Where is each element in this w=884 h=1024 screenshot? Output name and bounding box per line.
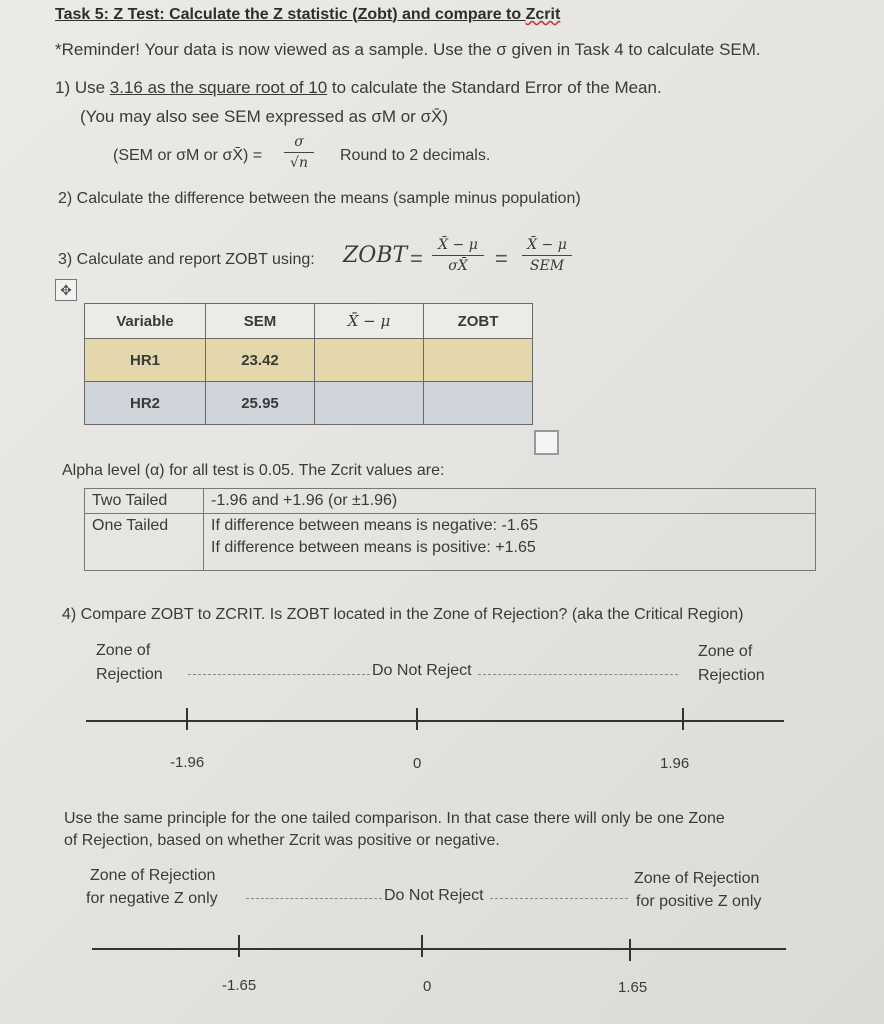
title-prefix: Task 5: Z Test: Calculate the Z statistic (: [55, 6, 358, 23]
onetailed-text-2: of Rejection, based on whether Zcrit was positive or negative.: [64, 832, 500, 849]
tick-label-mid: 0: [423, 978, 432, 995]
tick-mark: [186, 708, 188, 730]
two-tailed-value: -1.96 and +1.96 (or ±1.96): [204, 489, 816, 514]
fraction-bar: [432, 255, 484, 256]
cell-zobt-input[interactable]: [424, 382, 533, 425]
header-zobt: ZOBT: [424, 304, 533, 339]
cell-zobt-input[interactable]: [424, 339, 533, 382]
table-move-handle-icon[interactable]: ✥: [55, 279, 77, 301]
header-variable: Variable: [85, 304, 206, 339]
tick-mark: [421, 935, 423, 957]
negative-zone-line1: Zone of Rejection: [90, 867, 216, 884]
title-zobt: Zobt: [357, 6, 393, 23]
reminder-text: *Reminder! Your data is now viewed as a sample. Use the σ given in Task 4 to calculate SEM.: [55, 40, 761, 59]
cell-sem: 25.95: [206, 382, 315, 425]
do-not-reject-label: Do Not Reject: [372, 662, 472, 679]
cell-variable: HR2: [85, 382, 206, 425]
header-diff: X̄ − μ: [315, 304, 424, 339]
tick-label-mid: 0: [413, 755, 422, 772]
tick-mark: [238, 935, 240, 957]
checkbox[interactable]: [534, 430, 559, 455]
zcrit-table: [84, 488, 816, 571]
onetailed-text-1: Use the same principle for the one tailed comparison. In that case there will only be one Zone: [64, 810, 725, 827]
tick-mark: [416, 708, 418, 730]
sem-formula-num: σ: [294, 134, 304, 150]
title-mid: ) and compare to: [392, 6, 526, 23]
cell-diff-input[interactable]: [315, 339, 424, 382]
one-tailed-label: One Tailed: [85, 514, 204, 571]
equals-sign-2: =: [495, 246, 508, 271]
header-sem: SEM: [206, 304, 315, 339]
step1-link: 3.16 as the square root of 10: [109, 78, 328, 97]
table-row: [85, 339, 533, 382]
fraction-bar: [522, 255, 572, 256]
step2-text: 2) Calculate the difference between the means (sample minus population): [58, 190, 581, 207]
step1-suffix: to calculate the Standard Error of the Mean.: [327, 78, 662, 97]
tick-mark: [682, 708, 684, 730]
zobt-fraction-1: [432, 237, 484, 274]
round-note: Round to 2 decimals.: [340, 147, 491, 164]
step3-label: 3) Calculate and report ZOBT using:: [58, 251, 315, 268]
tick-label-left: -1.65: [222, 977, 257, 994]
do-not-reject-label: Do Not Reject: [384, 887, 484, 904]
right-zone-line2: Rejection: [698, 667, 765, 684]
one-tailed-value: [204, 514, 816, 571]
dashed-line: [188, 674, 370, 675]
negative-zone-label: [86, 864, 218, 910]
positive-zone-line2: for positive Z only: [636, 893, 762, 910]
dashed-line: [246, 898, 382, 899]
tick-mark: [629, 939, 631, 961]
two-tailed-label: Two Tailed: [85, 489, 204, 514]
cell-sem: 23.42: [206, 339, 315, 382]
alpha-text: Alpha level (α) for all test is 0.05. The Zcrit values are:: [62, 462, 445, 479]
dashed-line: [490, 898, 628, 899]
sem-formula-fraction: [284, 134, 314, 171]
left-zone-line2: Rejection: [96, 666, 163, 683]
left-zone-label: [96, 639, 163, 687]
positive-zone-label: [634, 867, 761, 913]
step1-prefix: 1) Use: [55, 78, 110, 97]
title-zcrit: Zcrit: [525, 6, 561, 23]
page-title: [55, 6, 560, 24]
cell-diff-input[interactable]: [315, 382, 424, 425]
equals-sign-1: =: [410, 246, 423, 271]
table-row: [85, 514, 816, 571]
one-tailed-negative: If difference between means is negative: -1.65: [211, 517, 539, 534]
fraction2-den: SEM: [529, 258, 565, 274]
step1-text: [55, 78, 662, 98]
negative-zone-line2: for negative Z only: [86, 890, 218, 907]
z-obt-symbol: ZOBT: [343, 243, 408, 268]
table-row: [85, 489, 816, 514]
fraction2-num: X̄ − μ: [527, 237, 567, 253]
left-zone-line1: Zone of: [96, 642, 151, 659]
fraction1-num: X̄ − μ: [438, 237, 478, 253]
step1-note: (You may also see SEM expressed as σM or σX̄): [80, 107, 449, 126]
table-row: [85, 382, 533, 425]
results-table: [84, 303, 533, 425]
zobt-fraction-2: [522, 237, 572, 274]
fraction-bar: [284, 152, 314, 153]
number-line: [92, 948, 786, 950]
step4-text: 4) Compare ZOBT to ZCRIT. Is ZOBT located in the Zone of Rejection? (aka the Critical Region): [62, 606, 744, 623]
tick-label-left: -1.96: [170, 754, 205, 771]
tick-label-right: 1.96: [660, 755, 690, 772]
right-zone-label: [698, 640, 765, 688]
sem-formula-label: (SEM or σM or σX̄) =: [113, 147, 263, 164]
right-zone-line1: Zone of: [698, 643, 753, 660]
table-header-row: [85, 304, 533, 339]
sem-formula-den: √n: [290, 155, 308, 171]
tick-label-right: 1.65: [618, 979, 648, 996]
positive-zone-line1: Zone of Rejection: [634, 870, 760, 887]
number-line: [86, 720, 784, 722]
one-tailed-positive: If difference between means is positive: +1.65: [211, 539, 536, 556]
dashed-line: [478, 674, 678, 675]
fraction1-den: σX̄: [448, 258, 468, 274]
cell-variable: HR1: [85, 339, 206, 382]
